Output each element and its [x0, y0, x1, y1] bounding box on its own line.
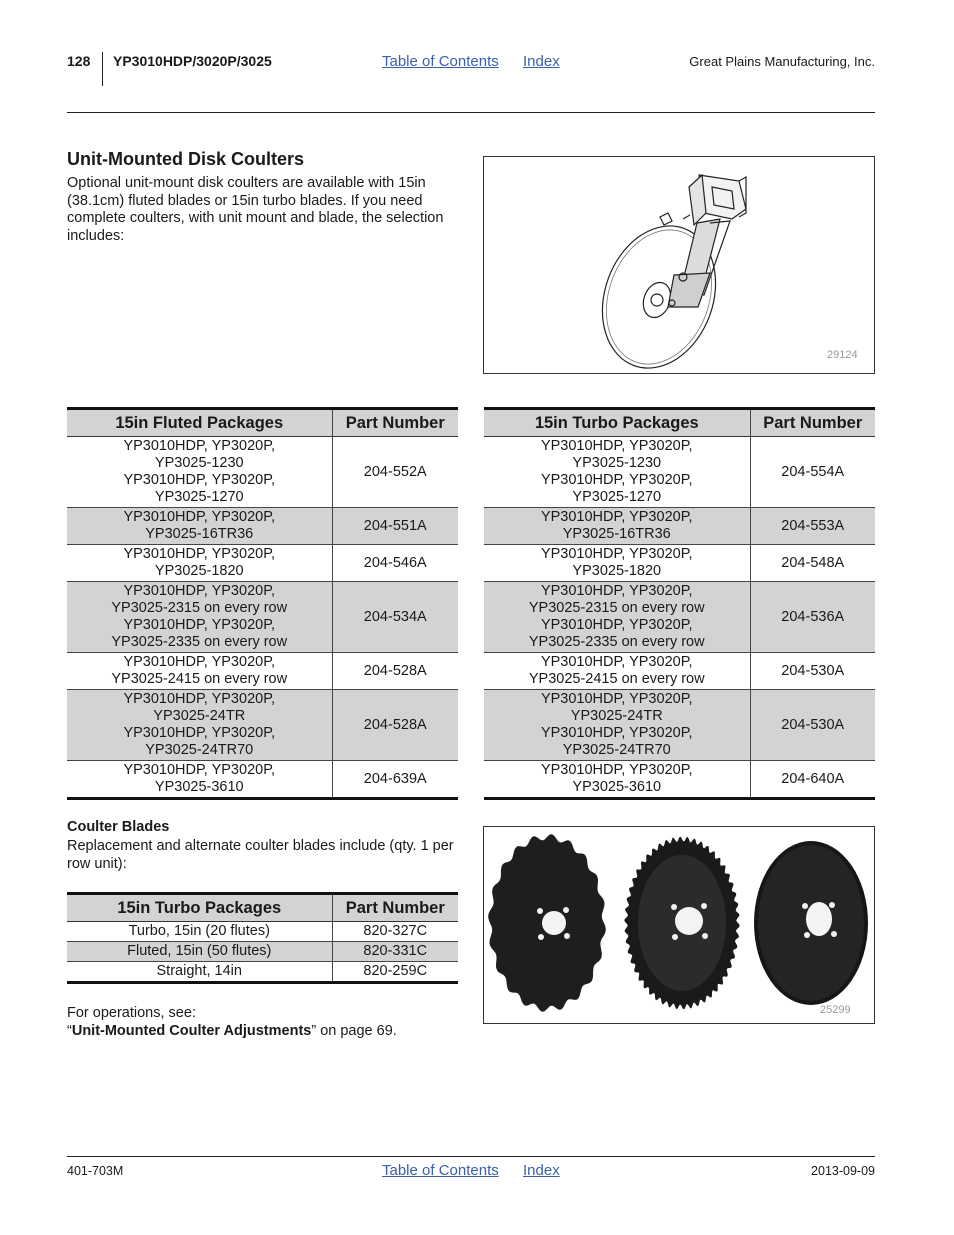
footer-index-link[interactable]: Index	[523, 1162, 560, 1179]
package-cell: YP3010HDP, YP3020P, YP3025-16TR36	[484, 508, 750, 545]
table-row	[67, 653, 458, 690]
table-row	[67, 508, 458, 545]
part-number-cell: 820-327C	[332, 922, 458, 942]
table-of-contents-link[interactable]: Table of Contents	[382, 53, 499, 70]
index-link[interactable]: Index	[523, 53, 560, 70]
straight-blade-image	[754, 841, 868, 1005]
quote-open: “	[67, 1022, 72, 1039]
turbo-col-package: 15in Turbo Packages	[484, 409, 750, 437]
part-number-cell: 204-554A	[750, 437, 875, 508]
coulter-blades-photo	[483, 826, 875, 1024]
package-cell: Fluted, 15in (50 flutes)	[67, 942, 332, 962]
fluted-blade-image	[624, 837, 739, 1010]
operations-ref-page: ” on page 69.	[311, 1022, 397, 1039]
part-number-cell: 204-553A	[750, 508, 875, 545]
figure-number: 29124	[827, 349, 858, 361]
blades-col-part: Part Number	[332, 894, 458, 922]
turbo-col-part: Part Number	[750, 409, 875, 437]
package-cell: Turbo, 15in (20 flutes)	[67, 922, 332, 942]
package-cell: YP3010HDP, YP3020P, YP3025-1230 YP3010HDP, YP3020P, YP3025-1270	[484, 437, 750, 508]
package-cell: YP3010HDP, YP3020P, YP3025-1820	[484, 545, 750, 582]
table-row	[484, 653, 875, 690]
table-row	[67, 437, 458, 508]
figure-number: 25299	[820, 1004, 851, 1016]
package-cell: YP3010HDP, YP3020P, YP3025-2415 on every row	[484, 653, 750, 690]
table-row	[484, 690, 875, 761]
table-row	[67, 690, 458, 761]
package-cell: YP3010HDP, YP3020P, YP3025-2415 on every row	[67, 653, 332, 690]
operations-link-line	[67, 1023, 397, 1041]
coulter-blades-table	[67, 892, 458, 984]
turbo-blade-image	[488, 834, 606, 1011]
document-number: 401-703M	[67, 1164, 124, 1178]
operations-reference	[67, 1005, 397, 1040]
package-cell: YP3010HDP, YP3020P, YP3025-1820	[67, 545, 332, 582]
part-number-cell: 204-552A	[332, 437, 458, 508]
package-cell: YP3010HDP, YP3020P, YP3025-16TR36	[67, 508, 332, 545]
operations-ref-title[interactable]: Unit-Mounted Coulter Adjustments	[71, 1022, 312, 1039]
table-row	[67, 545, 458, 582]
part-number-cell: 204-534A	[332, 582, 458, 653]
footer-table-of-contents-link[interactable]: Table of Contents	[382, 1162, 499, 1179]
coulter-blades-heading: Coulter Blades	[67, 819, 170, 835]
part-number-cell: 820-259C	[332, 962, 458, 983]
fluted-table-body	[67, 437, 458, 799]
operations-intro: For operations, see:	[67, 1005, 196, 1021]
part-number-cell: 204-639A	[332, 761, 458, 799]
company-name: Great Plains Manufacturing, Inc.	[689, 54, 875, 69]
package-cell: YP3010HDP, YP3020P, YP3025-2315 on every row YP3010HDP, YP3020P, YP3025-2335 on every row	[67, 582, 332, 653]
model-title: YP3010HDP/3020P/3025	[113, 53, 272, 69]
package-cell: YP3010HDP, YP3020P, YP3025-24TR YP3010HDP, YP3020P, YP3025-24TR70	[484, 690, 750, 761]
header-rule	[67, 112, 875, 113]
part-number-cell: 204-530A	[750, 690, 875, 761]
part-number-cell: 204-546A	[332, 545, 458, 582]
table-row	[67, 962, 458, 983]
table-row	[67, 942, 458, 962]
table-row	[67, 922, 458, 942]
table-row	[484, 508, 875, 545]
part-number-cell: 204-530A	[750, 653, 875, 690]
coulter-blades-text: Replacement and alternate coulter blades include (qty. 1 per row unit):	[67, 838, 454, 872]
part-number-cell: 204-536A	[750, 582, 875, 653]
table-row	[484, 545, 875, 582]
header-divider	[102, 52, 103, 86]
table-row	[484, 761, 875, 799]
package-cell: YP3010HDP, YP3020P, YP3025-3610	[484, 761, 750, 799]
table-row	[67, 761, 458, 799]
table-row	[484, 437, 875, 508]
package-cell: YP3010HDP, YP3020P, YP3025-3610	[67, 761, 332, 799]
section-title: Unit-Mounted Disk Coulters	[67, 149, 304, 169]
part-number-cell: 204-640A	[750, 761, 875, 799]
part-number-cell: 204-548A	[750, 545, 875, 582]
coulter-drawing	[484, 157, 874, 373]
fluted-packages-table	[67, 407, 458, 800]
fluted-col-part: Part Number	[332, 409, 458, 437]
package-cell: YP3010HDP, YP3020P, YP3025-2315 on every row YP3010HDP, YP3020P, YP3025-2335 on every row	[484, 582, 750, 653]
page-number: 128	[67, 53, 91, 69]
table-row	[67, 582, 458, 653]
part-number-cell: 204-551A	[332, 508, 458, 545]
blades-col-package: 15in Turbo Packages	[67, 894, 332, 922]
table-row	[484, 582, 875, 653]
coulter-illustration	[483, 156, 875, 374]
blades-table-body	[67, 922, 458, 983]
turbo-table-body	[484, 437, 875, 799]
section-intro: Optional unit-mount disk coulters are available with 15in (38.1cm) fluted blades or 15in turbo blades. If you need complete coulters, with unit mount and blade, the selection includes:	[67, 175, 444, 244]
part-number-cell: 204-528A	[332, 653, 458, 690]
blades-drawing	[484, 827, 874, 1023]
turbo-packages-table	[484, 407, 875, 800]
package-cell: YP3010HDP, YP3020P, YP3025-24TR YP3010HDP, YP3020P, YP3025-24TR70	[67, 690, 332, 761]
package-cell: Straight, 14in	[67, 962, 332, 983]
footer-rule	[67, 1156, 875, 1157]
part-number-cell: 820-331C	[332, 942, 458, 962]
package-cell: YP3010HDP, YP3020P, YP3025-1230 YP3010HDP, YP3020P, YP3025-1270	[67, 437, 332, 508]
fluted-col-package: 15in Fluted Packages	[67, 409, 332, 437]
part-number-cell: 204-528A	[332, 690, 458, 761]
document-date: 2013-09-09	[811, 1164, 875, 1178]
